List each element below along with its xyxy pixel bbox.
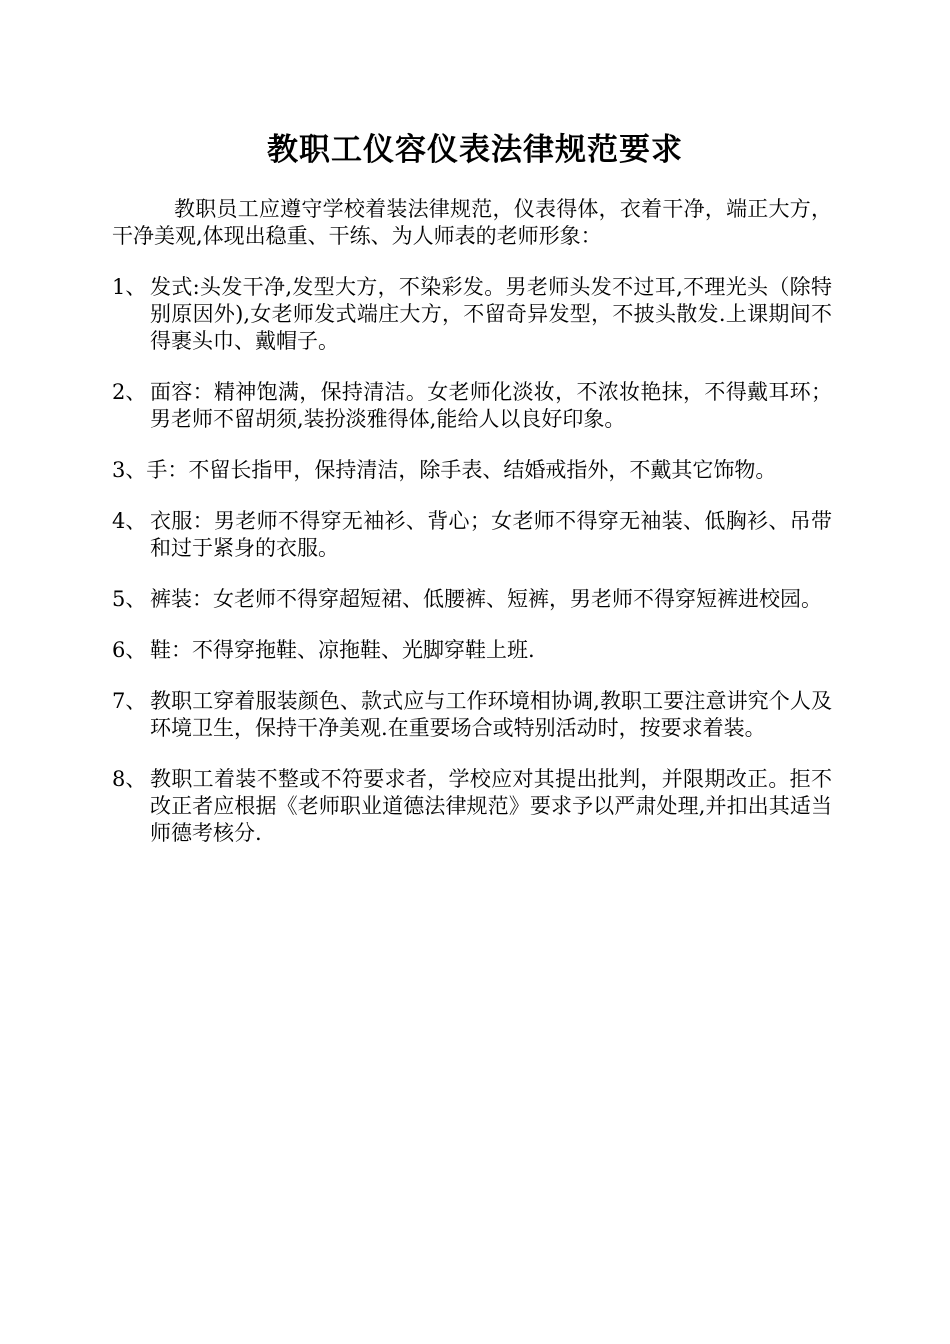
rule-item-3 — [112, 457, 832, 484]
rule-number: 7、 — [112, 689, 147, 713]
intro-paragraph: 教职员工应遵守学校着装法律规范，仪表得体，衣着干净，端正大方，干净美观,体现出稳重、干练、为人师表的老师形象： — [112, 197, 832, 248]
rule-item-1 — [112, 274, 832, 355]
rule-item-2 — [112, 379, 832, 433]
rule-text: 裤装：女老师不得穿超短裙、低腰裤、短裤，男老师不得穿短裤进校园。 — [150, 587, 822, 611]
rule-item-6 — [112, 637, 832, 664]
rule-text: 教职工穿着服装颜色、款式应与工作环境相协调,教职工要注意讲究个人及环境卫生，保持干净美观.在重要场合或特别活动时，按要求着装。 — [150, 689, 832, 740]
rule-text: 发式:头发干净,发型大方，不染彩发。男老师头发不过耳,不理光头（除特别原因外),女老师发式端庄大方，不留奇异发型，不披头散发.上课期间不得裹头巾、戴帽子。 — [150, 275, 832, 353]
document-title: 教职工仪容仪表法律规范要求 — [267, 132, 683, 168]
rule-number: 3、 — [112, 458, 147, 482]
rule-text: 鞋：不得穿拖鞋、凉拖鞋、光脚穿鞋上班. — [150, 638, 535, 662]
rule-number: 8、 — [112, 767, 147, 791]
rule-text: 面容：精神饱满，保持清洁。女老师化淡妆，不浓妆艳抹，不得戴耳环；男老师不留胡须,装扮淡雅得体,能给人以良好印象。 — [150, 380, 832, 431]
rule-number: 5、 — [112, 587, 147, 611]
rule-item-4 — [112, 508, 832, 562]
rule-number: 1、 — [112, 275, 147, 299]
document-body — [112, 196, 832, 871]
rule-item-5 — [112, 586, 832, 613]
rule-text: 手：不留长指甲，保持清洁，除手表、结婚戒指外，不戴其它饰物。 — [146, 458, 777, 482]
rule-number: 4、 — [112, 509, 147, 533]
rule-number: 6、 — [112, 638, 147, 662]
rule-item-8 — [112, 766, 832, 847]
rule-number: 2、 — [112, 380, 147, 404]
rule-text: 教职工着装不整或不符要求者，学校应对其提出批判，并限期改正。拒不改正者应根据《老师职业道德法律规范》要求予以严肃处理,并扣出其适当师德考核分. — [150, 767, 832, 845]
rule-text: 衣服：男老师不得穿无袖衫、背心；女老师不得穿无袖装、低胸衫、吊带和过于紧身的衣服。 — [150, 509, 832, 560]
rule-item-7 — [112, 688, 832, 742]
